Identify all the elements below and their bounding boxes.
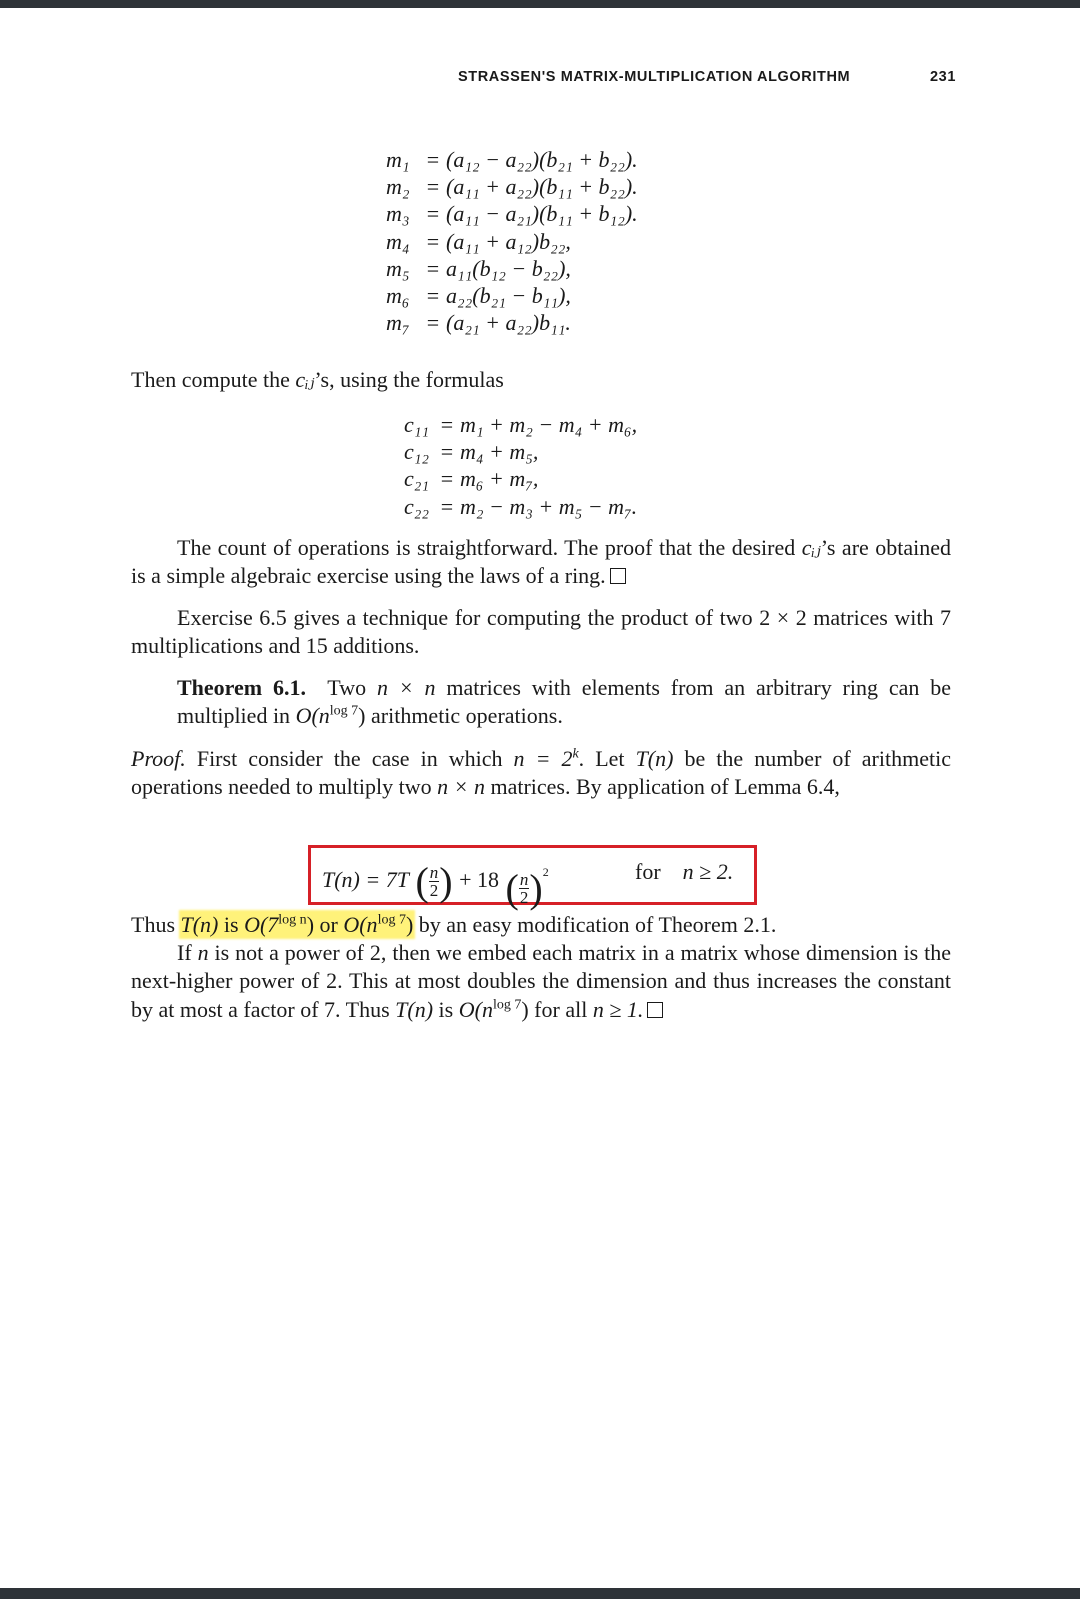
math-var: O(n (343, 912, 378, 937)
equation-rhs: m₄ + m₅, (460, 439, 539, 465)
equation-lhs: T(n) = 7T (322, 866, 409, 892)
equation-rhs: a₂₂(b₂₁ − b₁₁), (446, 283, 571, 309)
equation-lhs: m₁ (386, 147, 410, 172)
equation-rhs: (a₁₁ + a₁₂)b₂₂, (446, 228, 571, 254)
math-var: O(7 (244, 912, 279, 937)
equation-row: m₄ = (a₁₁ + a₁₂)b₂₂, (386, 228, 571, 254)
equation-rhs: m₂ − m₃ + m₅ − m₇. (460, 493, 638, 519)
text-run: for (635, 859, 661, 884)
m-equations (386, 146, 638, 336)
equation-rhs: (a₁₁ + a₂₂)(b₁₁ + b₂₂). (446, 174, 638, 200)
proof-paragraph (131, 745, 951, 802)
top-bar (0, 0, 1080, 8)
equation-lhs: c₁₂ (404, 439, 430, 465)
text-run: If (177, 940, 198, 965)
theorem-label: Theorem 6.1. (177, 675, 306, 700)
math-exponent: log 7 (377, 912, 406, 928)
math-var: n × n (437, 774, 485, 800)
fraction-group: ( $\frac{n}{2}$ ) (415, 858, 453, 904)
math-exponent: log n (278, 912, 307, 928)
boxed-condition (635, 857, 733, 887)
text-run: ) or (306, 912, 344, 937)
equation-row: m₁ = (a₁₂ − a₂₂)(b₂₁ + b₂₂). (386, 147, 638, 172)
equation-lhs: m₃ (386, 201, 410, 227)
equation-rhs: m₁ + m₂ − m₄ + m₆, (460, 412, 638, 437)
fraction-numerator: n (519, 870, 529, 890)
equation-row: m₂ = (a₁₁ + a₂₂)(b₁₁ + b₂₂). (386, 174, 638, 200)
equation-rhs: a₁₁(b₁₂ − b₂₂), (446, 255, 571, 281)
count-paragraph (131, 534, 951, 591)
text-run: be the number of arithmetic operations needed to multiply two (131, 746, 951, 800)
highlighted-text (181, 912, 414, 937)
fraction-denominator: 2 (429, 881, 439, 901)
math-exponent: k (572, 746, 579, 762)
text-run: Exercise 6.5 gives a technique for computing the product of two 2 × 2 matrices with 7 multiplications and (131, 605, 951, 659)
equation-rhs: (a₁₂ − a₂₂)(b₂₁ + b₂₂). (446, 147, 638, 172)
text-run: matrices with elements from an arbitrary ring can be multiplied in (177, 675, 951, 729)
math-var: cᵢⱼ (295, 367, 315, 392)
exercise-paragraph (131, 604, 951, 661)
equation-rhs: (a₁₁ − a₂₁)(b₁₁ + b₁₂). (446, 201, 638, 227)
equation-rhs: m₆ + m₇, (460, 466, 539, 492)
text-run: First consider the case in which (185, 746, 514, 771)
text-run: ’s, using the formulas (314, 367, 504, 392)
text-run: by an easy modification of Theorem 2.1. (413, 912, 777, 937)
equation-lhs: c₂₁ (404, 466, 430, 492)
math-var: O(n (295, 703, 330, 729)
text-run: ) for all (521, 996, 593, 1022)
text-run: is not a power of 2, then we embed each matrix in a matrix whose dimension is the next-higher power of 2. This at most doubles the dimension and thus increases the constant by at most a factor of 7. Thus (131, 940, 952, 1022)
text-run: ’s are obtained is a simple algebraic exercise using the laws of a ring. (131, 535, 951, 589)
text-run: The count of operations is straightforward. The proof that the desired (177, 535, 796, 560)
proof-label: Proof. (131, 746, 186, 771)
math-var: cᵢⱼ (801, 535, 821, 560)
equation-row: m₃ = (a₁₁ − a₂₁)(b₁₁ + b₁₂). (386, 201, 638, 227)
equation-row: c₁₂ = m₄ + m₅, (404, 439, 539, 465)
bottom-bar (0, 1588, 1080, 1599)
equation-lhs: c₁₁ (404, 412, 430, 437)
equation-lhs: m₇ (386, 310, 410, 336)
text-run: Then compute the (131, 367, 296, 392)
math-var: n (197, 940, 209, 965)
compute-intro (131, 366, 951, 394)
fraction-denominator: 2 (519, 888, 529, 908)
math-var: n = 2 (513, 746, 573, 771)
math-exponent: 2 (542, 865, 549, 879)
theorem-6-1 (177, 674, 951, 731)
equation-lhs: m₄ (386, 228, 410, 254)
equation-term: + 18 (459, 866, 500, 892)
text-run: is (433, 996, 459, 1022)
fraction-group: ( $\frac{n}{2}$ )$^2$ (505, 865, 549, 911)
equation-lhs: m₅ (386, 255, 410, 281)
equation-row: c₂₁ = m₆ + m₇, (404, 466, 539, 492)
text-run: ) (405, 912, 414, 937)
math-var: T(n) (635, 746, 674, 771)
text-run: Thus (131, 912, 181, 937)
math-var: n ≥ 2. (682, 859, 734, 884)
math-var: T(n) (395, 996, 434, 1022)
final-paragraph (131, 939, 951, 1024)
running-head (458, 69, 956, 85)
page-number: 231 (930, 69, 956, 85)
equation-row: c₁₁ = m₁ + m₂ − m₄ + m₆, (404, 412, 638, 437)
equation-rhs: (a₂₁ + a₂₂)b₁₁. (446, 310, 571, 336)
math-var: T(n) (180, 912, 219, 937)
math-var: n ≥ 1. (592, 996, 644, 1022)
c-equations (404, 411, 637, 520)
boxed-equation (322, 857, 550, 911)
equation-row: m₅ = a₁₁(b₁₂ − b₂₂), (386, 255, 571, 281)
equation-row: c₂₂ = m₂ − m₃ + m₅ − m₇. (404, 493, 638, 519)
math-exponent: log 7 (492, 997, 522, 1013)
qed-icon (647, 1002, 663, 1018)
text-run: matrices. By application of Lemma 6.4, (484, 774, 840, 800)
equation-lhs: m₆ (386, 283, 410, 309)
text-run: . Let (578, 746, 636, 771)
thus-line (131, 911, 951, 939)
additions-count: 15 (305, 633, 328, 659)
qed-icon (610, 568, 626, 584)
equation-lhs: m₂ (386, 174, 410, 200)
math-exponent: log 7 (329, 703, 359, 719)
equation-row: m₇ = (a₂₁ + a₂₂)b₁₁. (386, 310, 571, 336)
fraction-numerator: n (429, 863, 439, 883)
text-run: is (218, 912, 245, 937)
math-var: O(n (458, 996, 493, 1022)
running-head-title: STRASSEN'S MATRIX-MULTIPLICATION ALGORITHM (458, 69, 851, 85)
math-var: n × n (376, 675, 436, 700)
text-run: ) arithmetic operations. (358, 703, 563, 729)
text-run: additions. (327, 633, 420, 659)
equation-row: m₆ = a₂₂(b₂₁ − b₁₁), (386, 283, 571, 309)
equation-lhs: c₂₂ (404, 493, 430, 519)
text-run: Two (327, 675, 377, 700)
